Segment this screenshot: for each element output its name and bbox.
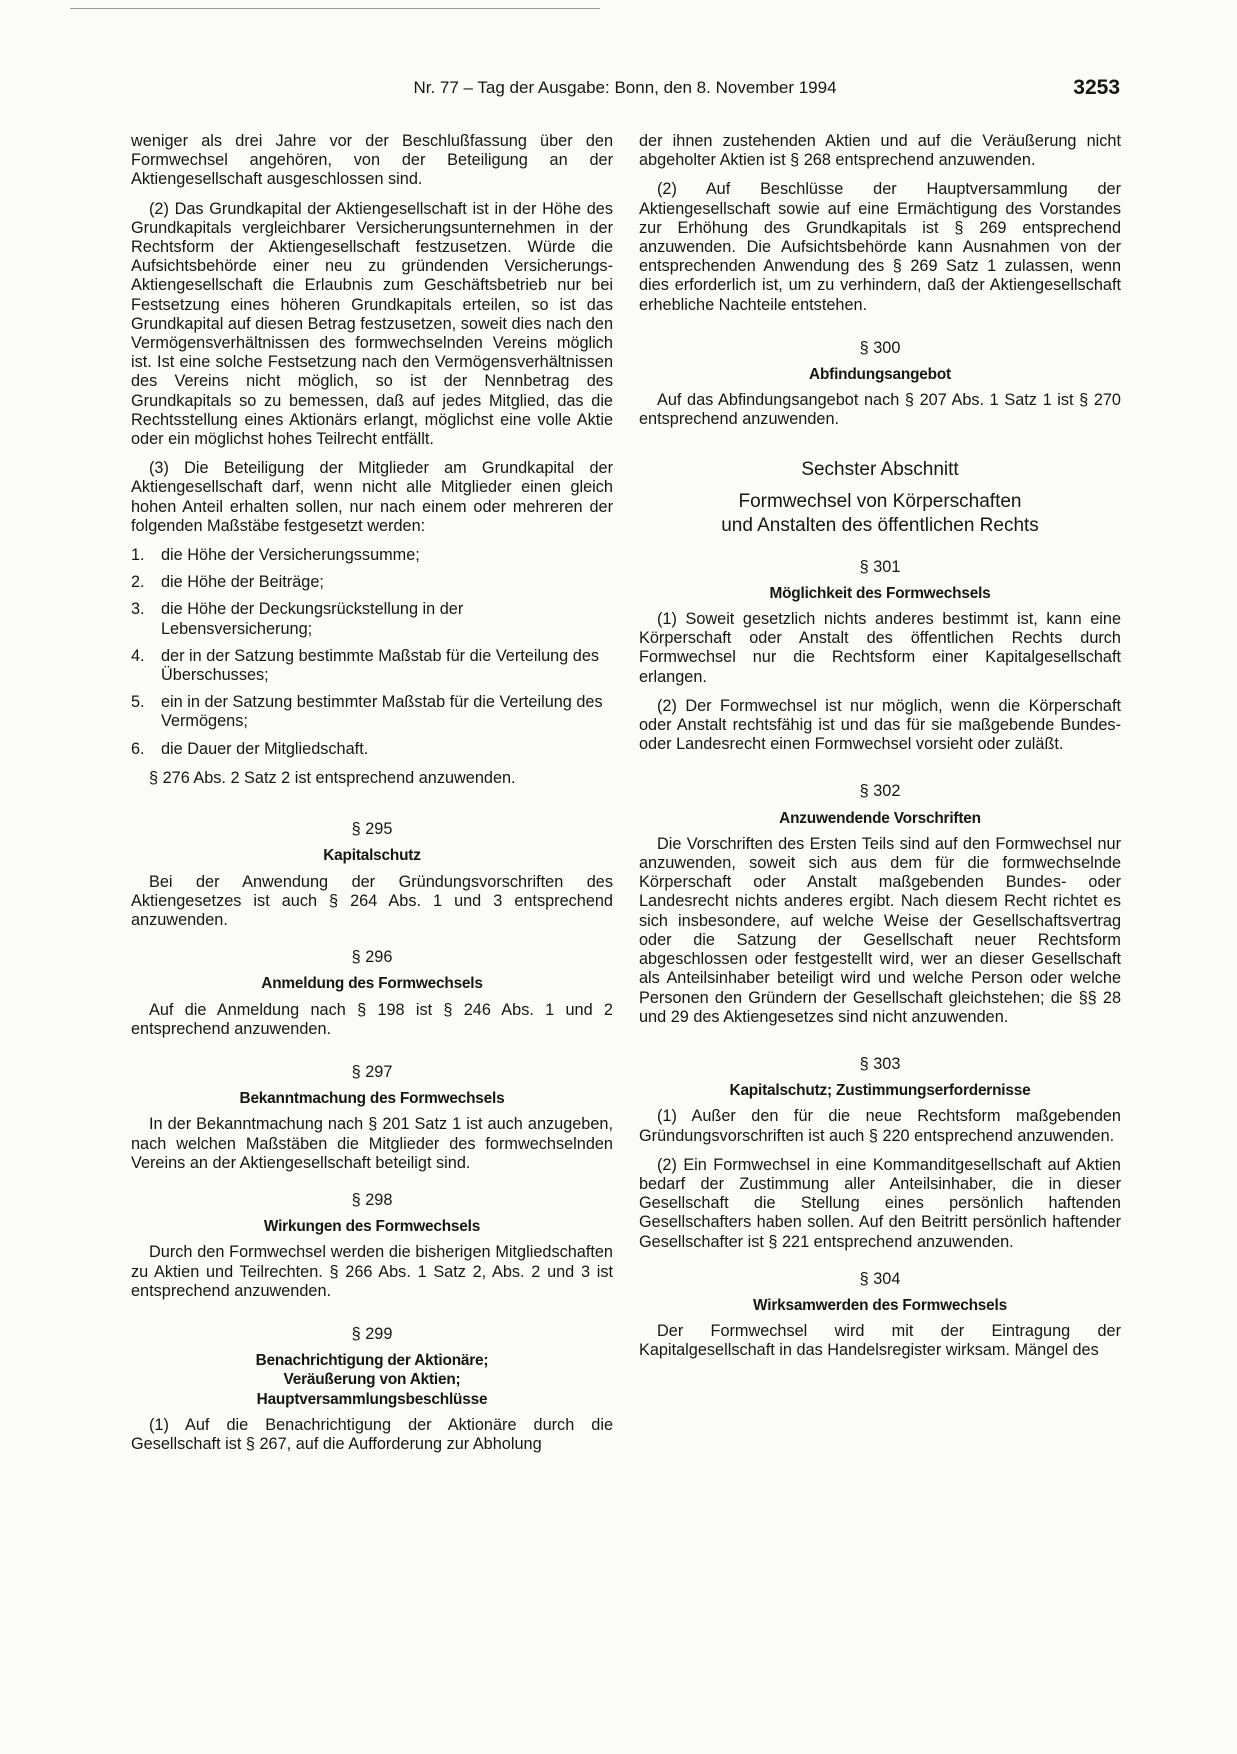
paragraph: weniger als drei Jahre vor der Beschlußfassung über den Formwechsel angehören, von der Beteiligung an der Aktiengesellschaft ausgeschlossen sind. bbox=[131, 132, 613, 189]
chapter-subtitle: und Anstalten des öffentlichen Rechts bbox=[721, 514, 1039, 536]
paragraph: Die Vorschriften des Ersten Teils sind auf den Formwechsel nur anzuwenden, soweit sich aus dem für die formwechselnde Körperschaft oder Anstalt maßgebenden Bundes- oder Landesrecht nichts anderes ergibt. Nach diesem Recht richtet es sich insbesondere, auf welche Weise der Gesellschaftsvertrag oder die Satzung der Gesellschaft neuer Rechtsform abgeschlossen oder festgestellt wird, wer an dieser Gesellschaft als Anteilsinhaber beteiligt wird und welche Person oder welche Personen den Gründern der Gesellschaft gleichstehen; die §§ 28 und 29 des Aktiengesetzes sind nicht anzuwenden. bbox=[639, 834, 1121, 1026]
paragraph: Auf die Anmeldung nach § 198 ist § 246 Abs. 1 und 2 entsprechend anzuwenden. bbox=[131, 1000, 613, 1038]
paragraph: (2) Der Formwechsel ist nur möglich, wenn die Körperschaft oder Anstalt rechtsfähig ist und das für sie maßgebende Bundes- oder Landesrecht einen Formwechsel vorsieht oder zuläßt. bbox=[639, 696, 1121, 754]
section-number: § 301 bbox=[859, 557, 901, 576]
section-number: § 295 bbox=[351, 820, 393, 839]
section-title-line: Veräußerung von Aktien; bbox=[283, 1371, 461, 1389]
right-column bbox=[639, 132, 1121, 1371]
left-column bbox=[131, 132, 613, 1464]
section-number: § 296 bbox=[351, 948, 393, 967]
paragraph: (2) Auf Beschlüsse der Hauptversammlung der Aktiengesellschaft sowie auf eine Ermächtigung des Vorstandes zur Erhöhung des Grundkapitals ist § 269 entsprechend anzuwenden. Die Aufsichtsbehörde kann Ausnahmen von der entsprechenden Anwendung des § 269 Satz 1 zulassen, wenn dies erforderlich ist, um zu verhindern, daß der Aktiengesellschaft erhebliche Nachteile entstehen. bbox=[639, 180, 1121, 314]
paragraph: Bei der Anwendung der Gründungsvorschriften des Aktiengesetzes ist auch § 264 Abs. 1 und 3 entsprechend anzuwenden. bbox=[131, 872, 613, 929]
paragraph: (2) Das Grundkapital der Aktiengesellschaft ist in der Höhe des Grundkapitals vergleichbarer Versicherungsunternehmen in der Rechtsform der Aktiengesellschaft festzusetzen. Würde die Aufsichtsbehörde einer neu zu gründenden Versicherungs-Aktiengesellschaft die Erlaubnis zum Geschäftsbetrieb nur bei Festsetzung eines höheren Grundkapitals erteilen, so ist das Grundkapital auf diesen Betrag festzusetzen, soweit dies nach den Vermögensverhältnissen des formwechselnden Vereins möglich ist. Ist eine solche Festsetzung nach den Vermögensverhältnissen des Vereins nicht möglich, so ist der Nennbetrag des Grundkapitals so zu bemessen, daß auf jedes Mitglied, das die Rechtsstellung eines Aktionärs erlangt, möglichst eine volle Aktie oder ein möglichst hohes Teilrecht entfällt. bbox=[131, 199, 613, 449]
section-title: Kapitalschutz; Zustimmungserfordernisse bbox=[729, 1082, 1031, 1100]
paragraph: (1) Auf die Benachrichtigung der Aktionäre durch die Gesellschaft ist § 267, auf die Aufforderung zur Abholung bbox=[131, 1415, 613, 1453]
chapter-heading: Sechster Abschnitt bbox=[801, 458, 959, 480]
paragraph: (2) Ein Formwechsel in eine Kommanditgesellschaft auf Aktien bedarf der Zustimmung aller Anteilsinhaber, die in dieser Gesellschaft die Stellung eines persönlich haftenden Gesellschafters haben sollen. Auf den Beitritt persönlich haftender Gesellschafter ist § 221 entsprechend anzuwenden. bbox=[639, 1155, 1121, 1251]
issue-line: Nr. 77 – Tag der Ausgabe: Bonn, den 8. November 1994 bbox=[413, 78, 837, 97]
section-title: Wirksamwerden des Formwechsels bbox=[753, 1296, 1007, 1314]
paragraph: (3) Die Beteiligung der Mitglieder am Grundkapital der Aktiengesellschaft darf, wenn nicht alle Mitglieder einen gleich hohen Anteil erhalten sollen, nur nach einem oder mehreren der folgenden Maßstäbe festgesetzt werden: bbox=[131, 459, 613, 535]
section-number: § 302 bbox=[859, 782, 901, 801]
section-title-line: Hauptversammlungsbeschlüsse bbox=[256, 1390, 488, 1408]
section-number: § 298 bbox=[351, 1190, 393, 1209]
paragraph: § 276 Abs. 2 Satz 2 ist entsprechend anzuwenden. bbox=[149, 768, 516, 787]
section-number: § 304 bbox=[859, 1269, 901, 1288]
section-title: Möglichkeit des Formwechsels bbox=[769, 584, 991, 602]
criteria-list bbox=[131, 546, 613, 759]
section-title: Kapitalschutz bbox=[323, 847, 421, 865]
chapter-subtitle: Formwechsel von Körperschaften bbox=[738, 490, 1022, 512]
list-item: 3. die Höhe der Deckungsrückstellung in der Lebensversicherung; bbox=[131, 600, 464, 638]
list-item: 4. der in der Satzung bestimmte Maßstab für die Verteilung des Überschusses; bbox=[131, 646, 600, 685]
section-number: § 303 bbox=[859, 1054, 901, 1073]
list-item: 5. ein in der Satzung bestimmter Maßstab für die Verteilung des Vermögens; bbox=[131, 693, 603, 731]
list-item: 1. die Höhe der Versicherungssumme; bbox=[131, 546, 420, 565]
section-title: Bekanntmachung des Formwechsels bbox=[239, 1090, 505, 1108]
list-item: 6. die Dauer der Mitgliedschaft. bbox=[131, 739, 369, 758]
page-header bbox=[130, 78, 1120, 108]
paragraph: Auf das Abfindungsangebot nach § 207 Abs. 1 Satz 1 ist § 270 entsprechend anzuwenden. bbox=[639, 391, 1121, 429]
paragraph: Durch den Formwechsel werden die bisherigen Mitgliedschaften zu Aktien und Teilrechten. § 266 Abs. 1 Satz 2, Abs. 2 und 3 ist entsprechend anzuwenden. bbox=[131, 1243, 613, 1300]
paragraph: (1) Soweit gesetzlich nichts anderes bestimmt ist, kann eine Körperschaft oder Anstalt des öffentlichen Rechts durch Formwechsel nur die Rechtsform einer Kapitalgesellschaft erlangen. bbox=[639, 610, 1121, 686]
section-title: Anzuwendende Vorschriften bbox=[779, 809, 981, 827]
section-title: Wirkungen des Formwechsels bbox=[263, 1218, 481, 1236]
paragraph: (1) Außer den für die neue Rechtsform maßgebenden Gründungsvorschriften ist auch § 220 entsprechend anzuwenden. bbox=[639, 1107, 1121, 1145]
paragraph: der ihnen zustehenden Aktien und auf die Veräußerung nicht abgeholter Aktien ist § 268 entsprechend anzuwenden. bbox=[639, 132, 1121, 170]
paragraph: In der Bekanntmachung nach § 201 Satz 1 ist auch anzugeben, nach welchen Maßstäben die Mitglieder des formwechselnden Vereins an der Aktiengesellschaft beteiligt sind. bbox=[131, 1115, 613, 1172]
section-title: Anmeldung des Formwechsels bbox=[261, 975, 483, 993]
top-rule bbox=[70, 8, 600, 9]
section-number: § 297 bbox=[351, 1062, 393, 1081]
list-item: 2. die Höhe der Beiträge; bbox=[131, 573, 324, 592]
section-title: Abfindungsangebot bbox=[809, 366, 951, 384]
page-number: 3253 bbox=[1073, 76, 1120, 99]
paragraph: Der Formwechsel wird mit der Eintragung der Kapitalgesellschaft in das Handelsregister wirksam. Mängel des bbox=[639, 1322, 1121, 1360]
section-number: § 300 bbox=[859, 338, 901, 357]
section-title-line: Benachrichtigung der Aktionäre; bbox=[255, 1352, 489, 1370]
section-number: § 299 bbox=[351, 1324, 393, 1343]
